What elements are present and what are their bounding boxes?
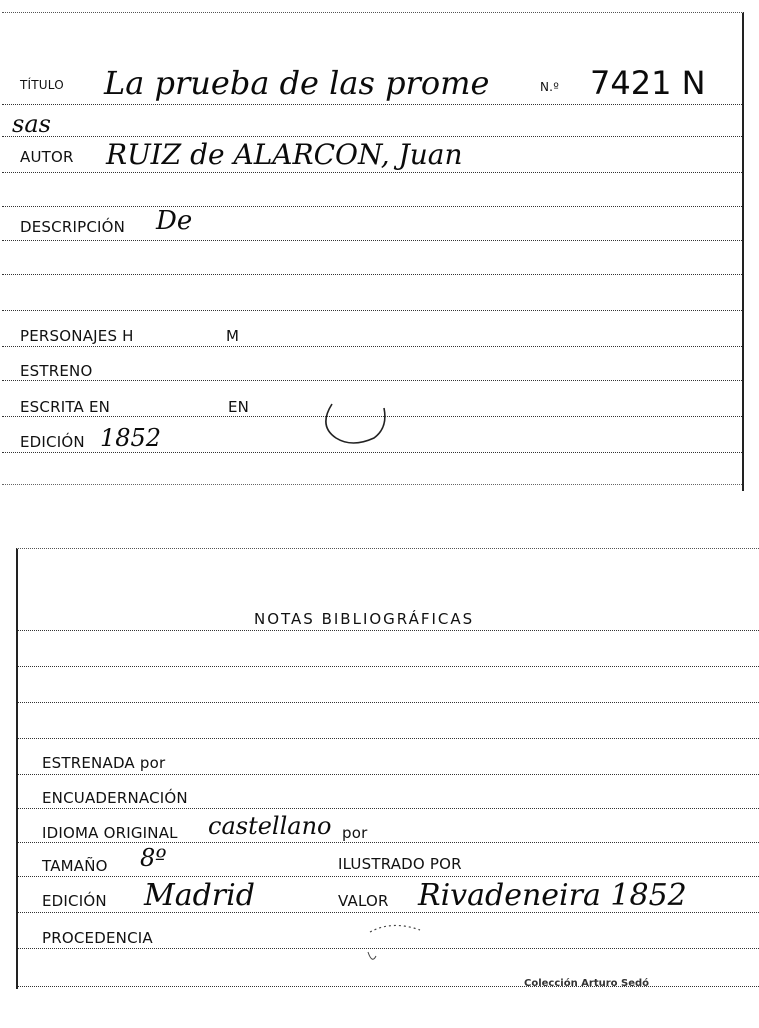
notas-line-4	[18, 738, 759, 739]
escrita-en-label: ESCRITA EN	[20, 398, 111, 416]
edicion-value: 1852	[100, 424, 162, 452]
encuadernacion-label: ENCUADERNACIÓN	[42, 789, 188, 807]
procedencia-label: PROCEDENCIA	[42, 929, 153, 947]
punch-hole-mark	[318, 398, 398, 452]
edicion-back-label: EDICIÓN	[42, 892, 107, 910]
titulo-value-continued: sas	[12, 110, 51, 138]
autor-label: AUTOR	[20, 148, 74, 166]
card-bottom-edge	[2, 484, 742, 485]
descripcion-line	[2, 240, 742, 241]
titulo-label: TÍTULO	[20, 78, 64, 92]
descripcion-value: De	[156, 206, 193, 236]
notas-heading: NOTAS BIBLIOGRÁFICAS	[254, 610, 475, 628]
personajes-m-label: M	[226, 327, 240, 345]
notas-line-1	[18, 630, 759, 631]
autor-line	[2, 172, 742, 173]
valor-value: Rivadeneira 1852	[418, 878, 687, 913]
idioma-value: castellano	[208, 812, 332, 840]
blank-line-1	[2, 206, 742, 207]
titulo-line-2	[2, 136, 742, 137]
edicion-back-value: Madrid	[144, 878, 255, 913]
estrenada-label: ESTRENADA por	[42, 754, 166, 772]
estreno-label: ESTRENO	[20, 362, 93, 380]
estrenada-line	[18, 774, 759, 775]
punch-hole-mark-back	[362, 918, 432, 968]
tamano-line	[18, 876, 759, 877]
tamano-label: TAMAÑO	[42, 857, 108, 875]
notas-line-3	[18, 702, 759, 703]
idioma-por-label: por	[342, 824, 368, 842]
tamano-value: 8º	[140, 844, 167, 872]
autor-value: RUIZ de ALARCON, Juan	[106, 138, 463, 171]
edicion-label: EDICIÓN	[20, 433, 85, 451]
blank-line-3	[2, 310, 742, 311]
blank-line-2	[2, 274, 742, 275]
idioma-line	[18, 842, 759, 843]
idioma-label: IDIOMA ORIGINAL	[42, 824, 178, 842]
notas-line-2	[18, 666, 759, 667]
ilustrado-label: ILUSTRADO POR	[338, 855, 462, 873]
personajes-line	[2, 346, 742, 347]
encuadernacion-line	[18, 808, 759, 809]
titulo-line	[2, 104, 742, 105]
valor-label: VALOR	[338, 892, 389, 910]
titulo-value: La prueba de las prome	[104, 64, 490, 102]
descripcion-label: DESCRIPCIÓN	[20, 218, 126, 236]
numero-label: N.º	[540, 80, 560, 94]
collection-credit: Colección Arturo Sedó	[524, 978, 650, 989]
personajes-label: PERSONAJES H	[20, 327, 134, 345]
estreno-line	[2, 380, 742, 381]
numero-value: 7421 N	[590, 64, 706, 102]
edicion-line	[2, 452, 742, 453]
en-label: EN	[228, 398, 250, 416]
